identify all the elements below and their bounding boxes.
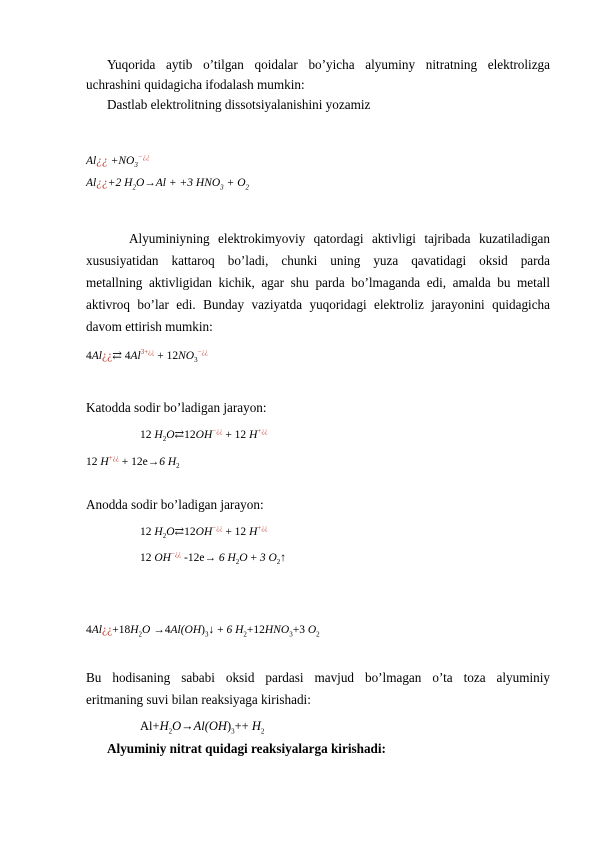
paragraph-4-line-2: eritmaning suvi bilan reaksiyaga kirishadi: bbox=[86, 692, 311, 707]
paragraph-3-line-4: aktivroq bo’lar edi. Bunday vaziyatda yuqoridagi elektroliz jarayonini quidagicha bbox=[86, 297, 550, 312]
paragraph-3-line-3: metallning aktivligidan kichik, agar shu parda bo’lmaganda edi, amalda bu metall bbox=[86, 275, 550, 290]
formula-anode-1: 12 $H_2O⇄12OH^{-¿¿} + 12$ H+¿¿ bbox=[140, 524, 268, 541]
formula-dissociation-3: 4Al¿¿⇄ $4Al^{3+¿¿} + 12NO_3^{-¿¿}$ bbox=[86, 348, 208, 365]
paragraph-4-line-1: Bu hodisaning sababi oksid pardasi mavjud bo’lmagan o’ta toza alyuminiy bbox=[86, 670, 550, 685]
formula-dissociation-1: Al¿¿ $+NO_3^{-¿¿}$ bbox=[86, 153, 150, 170]
paragraph-1-line-1: Yuqorida aytib o’tilgan qoidalar bo’yicha alyuminy nitratning elektrolizga bbox=[107, 57, 550, 72]
paragraph-3-line-1: Alyuminiyning elektrokimyoviy qatordagi aktivligi tajribada kuzatiladigan bbox=[129, 231, 550, 246]
paragraph-1-line-2: uchrashini quidagicha ifodalash mumkin: bbox=[86, 77, 305, 92]
anode-title: Anodda sodir bo’ladigan jarayon: bbox=[86, 497, 264, 512]
formula-overall: $4Al¿¿+18H_2O$ $\to 4Al(OH)_3↓ + 6$ $H_2+12HNO_3+3$ $O_2$ bbox=[86, 624, 320, 639]
paragraph-3-line-2: xususiyatidan kattaroq bo’ladi, chunki uning yuza qavatidagi oksid parda bbox=[86, 253, 550, 268]
section-heading: Alyuminiy nitrat quidagi reaksiyalarga kirishadi: bbox=[107, 741, 386, 756]
formula-anode-2: 12 OH−¿¿ -12e→ 6 $H_2O + 3$ $O_2↑$ bbox=[140, 550, 287, 567]
formula-al-water: $Al+H_2O\to Al(OH)_3++ H_2$ bbox=[140, 719, 265, 736]
formula-dissociation-2: Al¿¿+2 $H_2O\to Al + +3$ $HNO_3 + O_2$ bbox=[86, 177, 249, 192]
cathode-title: Katodda sodir bo’ladigan jarayon: bbox=[86, 400, 267, 415]
paragraph-2: Dastlab elektrolitning dissotsiyalanishini yozamiz bbox=[107, 97, 371, 112]
formula-cathode-2: 12 H+¿¿ + 12e→6 $H_2$ bbox=[86, 454, 180, 471]
formula-cathode-1: 12 $H_2O⇄12OH^{-¿¿} + 12$ H+¿¿ bbox=[140, 427, 268, 444]
paragraph-3-line-5: davom ettirish mumkin: bbox=[86, 319, 213, 334]
